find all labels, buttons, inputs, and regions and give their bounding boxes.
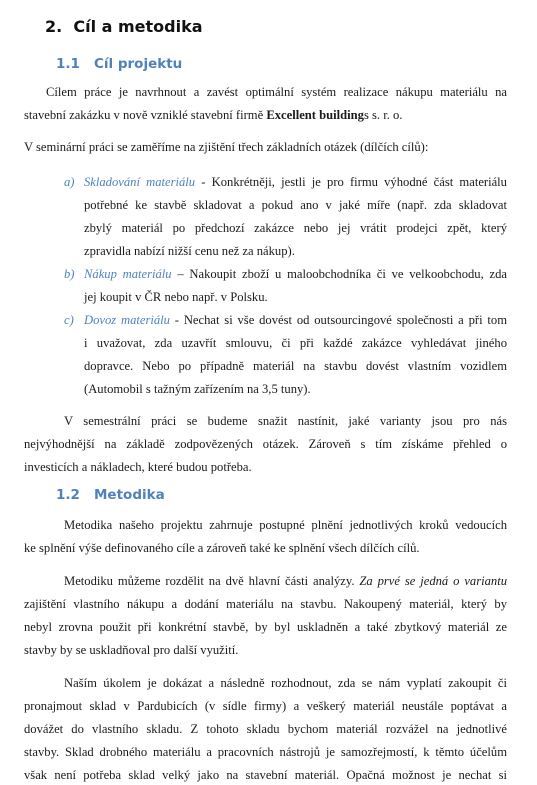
list-label: c) [64,313,74,327]
list-item-line: jej koupit v ČR nebo např. v Polsku. [84,290,268,304]
section-number: 1.2 [56,487,80,503]
list-label: b) [64,267,75,281]
paragraph-line: V seminární práci se zaměříme na zjištění třech základních otázek (dílčích cílů): [24,140,429,154]
list-item-line: Nákup materiálu – Nakoupit zboží u maloobchodníka či ve velkoobchodu, zda [84,267,507,281]
section-title: Metodika [94,487,165,503]
paragraph-line: Naším úkolem je dokázat a následně rozhodnout, zda se nám vyplatí zakoupit či [64,676,507,690]
paragraph-line: stavby by se uskladňoval pro další využití. [24,643,239,657]
paragraph-line: nejvýhodnější na základě zodpovězených otázek. Zároveň s tím získáme přehled o [24,437,507,451]
list-item-line: dopravce. Nebo po případně materiál na stavbu dovést vlastním vozidlem [84,359,507,373]
list-item-line: zpravidla nabízí nižší cenu než za nákup). [84,244,295,258]
list-item-line: Skladování materiálu - Konkrétněji, jestli je pro firmu výhodné část materiálu [84,175,507,189]
section-number: 1.1 [56,56,80,72]
list-item-line: i uvažovat, zda uzavřít smlouvu, či při každé zakázce vyhledávat jiného [84,336,507,350]
list-term: Skladování materiálu [84,175,196,189]
chapter-number: 2. [45,17,63,36]
paragraph-line: však není potřeba sklad velký jako na stavební materiál. Opačná možnost je nechat si [24,768,507,782]
list-item-line: potřebné ke stavbě skladovat a pokud ano v jaké míře (např. zda skladovat [84,198,507,212]
list-term: Nákup materiálu [84,267,172,281]
paragraph-line: investicích a nákladech, které budou potřeba. [24,460,252,474]
list-item-line: Dovoz materiálu - Nechat si vše dovést od outsourcingové společnosti a při tom [84,313,507,327]
paragraph-line: stavební zakázku v nově vzniklé stavební firmě Excellent buildings s. r. o. [24,108,403,122]
paragraph-line: zajištění vlastního nákupu a dodání materiálu na stavbu. Nakoupený materiál, který by [24,597,507,611]
paragraph-line: ke splnění výše definovaného cíle a zároveň také ke splnění všech dílčích cílů. [24,541,420,555]
paragraph-line: Cílem práce je navrhnout a zavést optimální systém realizace nákupu materiálu na [46,85,507,99]
paragraph-line: V semestrální práci se budeme snažit nastínit, jaké varianty jsou pro nás [64,414,507,428]
paragraph-line: stavby. Sklad drobného materiálu a pracovních nástrojů je samozřejmostí, k těmto účelům [24,745,507,759]
paragraph-line: Metodika našeho projektu zahrnuje postupné plnění jednotlivých kroků vedoucích [64,518,507,532]
company-name: Excellent building [266,108,364,122]
list-item-line: (Automobil s tažným zařízením na 3,5 tuny). [84,382,311,396]
section-heading-metodika [56,487,165,503]
chapter-heading [45,17,203,36]
paragraph-line: dovážet do vlastního skladu. Z tohoto skladu bychom materiál rozvážel na jednotlivé [24,722,507,736]
section-title: Cíl projektu [94,56,183,72]
list-item-line: zbylý materiál po předchozí zakázce nebo jej vrátit prodejci zpět, který [84,221,507,235]
list-label: a) [64,175,75,189]
section-heading-cil-projektu [56,56,182,72]
list-term: Dovoz materiálu [84,313,170,327]
paragraph-line: Metodiku můžeme rozdělit na dvě hlavní části analýzy. Za prvé se jedná o variantu [64,574,507,588]
chapter-title: Cíl a metodika [73,17,203,36]
paragraph-line: nebyl zrovna použit při konkrétní stavbě, by byl uskladněn a také zbytkový materiál ze [24,620,507,634]
paragraph-line: pronajmout sklad v Pardubicích (v sídle firmy) a veškerý materiál neustále poptávat a [24,699,507,713]
